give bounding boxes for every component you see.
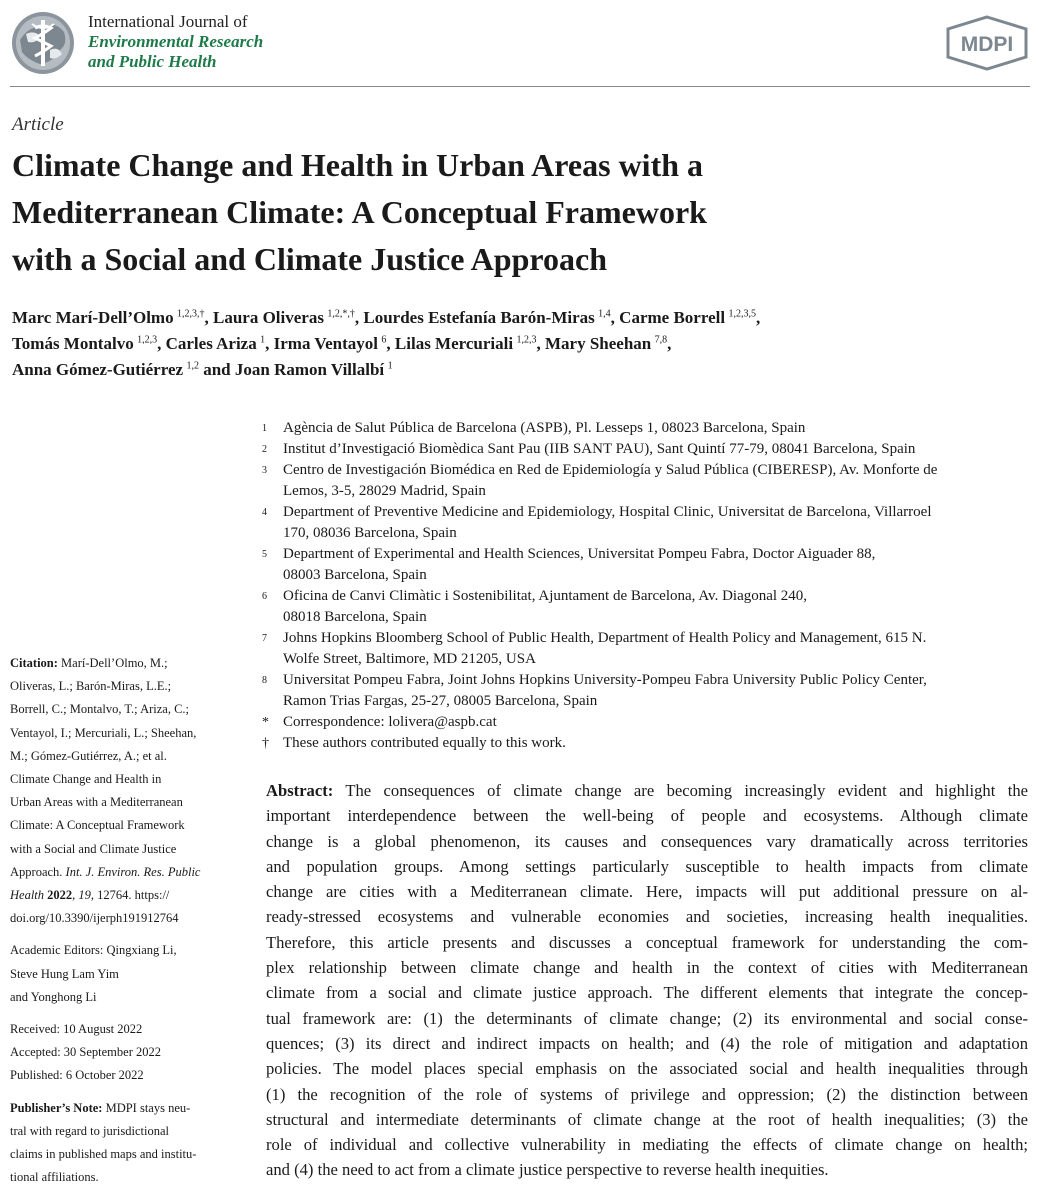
abstract-text: structural and intermediate determinants of climate change at the root of health inequalities; (3) the	[266, 1109, 1028, 1129]
abstract-text: ready-stressed ecosystems and vulnerable economies and societies, increasing health inequalities.	[266, 907, 1028, 927]
author-line	[12, 357, 1022, 383]
abstract-line	[266, 854, 1028, 879]
publisher-note-text: MDPI stays neu-	[102, 1100, 191, 1115]
affiliation-item	[262, 733, 1032, 754]
affiliation-item	[262, 670, 1032, 712]
academic-editors	[10, 939, 238, 1009]
affiliation-item	[262, 418, 1032, 439]
affiliation-marker: 5	[262, 549, 267, 560]
citation-text: Climate Change and Health in	[10, 772, 162, 787]
author-separator: ,	[354, 308, 364, 327]
publisher-note-text: tral with regard to jurisdictional	[10, 1123, 169, 1138]
citation-text: ,	[72, 888, 79, 903]
author-affiliation-marker: 1,2,3	[516, 334, 537, 346]
author-name[interactable]: Lilas Mercuriali	[394, 334, 514, 353]
editors-line: and Yonghong Li	[10, 989, 97, 1004]
abstract-text: (1) the recognition of the role of systems of privilege and oppression; (2) the distinction between	[266, 1084, 1028, 1104]
citation-text: Approach.	[10, 864, 66, 879]
affiliation-text: Johns Hopkins Bloomberg School of Public Health, Department of Health Policy and Management, 615 N.	[283, 630, 927, 646]
author-separator: ,	[157, 334, 166, 353]
author-line	[12, 331, 1022, 357]
abstract-line	[266, 1006, 1028, 1031]
citation-journal: Int. J. Environ. Res. Public	[65, 864, 201, 879]
affiliation-list	[262, 418, 1032, 754]
publisher-note-label: Publisher’s Note:	[10, 1100, 103, 1115]
journal-name-line3: and Public Health	[88, 52, 217, 71]
author-affiliation-marker: 1	[260, 334, 266, 346]
abstract-line	[266, 1132, 1028, 1157]
citation-text: Ventayol, I.; Mercuriali, L.; Sheehan,	[10, 725, 197, 740]
abstract-text: role of individual and collective vulnerability in mediating the effects of climate change on health;	[266, 1135, 1028, 1155]
affiliation-text: 08018 Barcelona, Spain	[283, 609, 427, 625]
author-name[interactable]: Marc Marí-Dell’Olmo	[12, 308, 174, 327]
citation-sidebar	[10, 652, 238, 1189]
author-name[interactable]: Lourdes Estefanía Barón-Miras	[363, 308, 595, 327]
affiliation-marker: 3	[262, 465, 267, 476]
affiliation-marker: 8	[262, 675, 267, 686]
publication-dates	[10, 1018, 238, 1088]
journal-name	[88, 12, 263, 72]
author-affiliation-marker: 1	[387, 360, 393, 372]
author-separator: and	[198, 360, 235, 379]
citation-doi-link[interactable]: doi.org/10.3390/ijerph191912764	[10, 911, 179, 926]
abstract-line	[266, 803, 1028, 828]
affiliation-item	[262, 712, 1032, 733]
author-list	[12, 305, 1022, 383]
author-separator: ,	[265, 334, 274, 353]
affiliation-marker: 1	[262, 423, 267, 434]
citation-text: Borrell, C.; Montalvo, T.; Ariza, C.;	[10, 702, 190, 717]
affiliation-text: Lemos, 3-5, 28029 Madrid, Spain	[283, 483, 486, 499]
citation-text: Oliveras, L.; Barón-Miras, L.E.;	[10, 679, 172, 694]
affiliation-marker: †	[262, 736, 269, 751]
author-separator: ,	[536, 334, 546, 353]
mdpi-hexagon-icon	[944, 14, 1030, 72]
abstract-label: Abstract:	[266, 781, 334, 800]
author-name[interactable]: Mary Sheehan	[545, 334, 652, 353]
abstract-text: and population groups. Among settings particularly susceptible to health impacts from climate	[266, 856, 1028, 876]
title-line: Mediterranean Climate: A Conceptual Framework	[12, 194, 707, 230]
citation-block	[10, 652, 238, 930]
globe-caduceus-icon	[10, 10, 76, 76]
abstract-text: tual framework are: (1) the determinants of climate change; (2) its environmental and social conse-	[266, 1008, 1028, 1028]
abstract-line	[266, 1107, 1028, 1132]
citation-volume: 19	[78, 888, 91, 903]
affiliation-marker: 7	[262, 633, 267, 644]
author-name[interactable]: Carme Borrell	[619, 308, 726, 327]
citation-text: Urban Areas with a Mediterranean	[10, 795, 183, 810]
affiliation-marker: 2	[262, 444, 267, 455]
author-line	[12, 305, 1022, 331]
journal-name-line2: Environmental Research	[88, 32, 264, 51]
editors-line: Steve Hung Lam Yim	[10, 966, 119, 981]
affiliation-text: Department of Preventive Medicine and Epidemiology, Hospital Clinic, Universitat de Barcelona, Villarroel	[283, 504, 932, 520]
abstract-line	[266, 1157, 1028, 1182]
abstract-text: The consequences of climate change are becoming increasingly evident and highlight the	[333, 781, 1028, 800]
affiliation-text: Agència de Salut Pública de Barcelona (ASPB), Pl. Lesseps 1, 08023 Barcelona, Spain	[283, 420, 806, 436]
abstract-text: Therefore, this article presents and discusses a conceptual framework for understanding the com-	[266, 932, 1028, 952]
affiliation-marker: 6	[262, 591, 267, 602]
citation-text: , 12764. https://	[90, 888, 170, 903]
citation-text: Climate: A Conceptual Framework	[10, 818, 185, 833]
abstract-line	[266, 1031, 1028, 1056]
abstract-text: climate from a social and climate justice approach. The different elements that integrate the concep-	[266, 983, 1028, 1003]
affiliation-text[interactable]: Correspondence: lolivera@aspb.cat	[283, 714, 497, 730]
abstract-text: change is a global phenomenon, its causes and consequences vary dramatically across territories	[266, 831, 1028, 851]
affiliation-marker: *	[262, 715, 269, 730]
affiliation-text: 08003 Barcelona, Spain	[283, 567, 427, 583]
author-name[interactable]: Anna Gómez-Gutiérrez	[12, 360, 184, 379]
affiliation-text: Wolfe Street, Baltimore, MD 21205, USA	[283, 651, 536, 667]
author-separator: ,	[667, 334, 672, 353]
author-separator: ,	[755, 308, 761, 327]
affiliation-text: Universitat Pompeu Fabra, Joint Johns Hopkins University-Pompeu Fabra University Public Policy Center,	[283, 672, 927, 688]
mdpi-logo	[944, 14, 1030, 72]
abstract-line	[266, 879, 1028, 904]
abstract-text: and (4) the need to act from a climate justice perspective to reverse health inequities.	[266, 1160, 829, 1180]
editors-line: Academic Editors: Qingxiang Li,	[10, 943, 177, 958]
header-divider	[10, 86, 1030, 87]
title-line: Climate Change and Health in Urban Areas with a	[12, 147, 704, 183]
abstract	[266, 778, 1028, 1183]
author-separator: ,	[610, 308, 620, 327]
affiliation-item	[262, 544, 1032, 586]
affiliation-item	[262, 439, 1032, 460]
author-affiliation-marker: 1,2,3,5	[728, 308, 756, 320]
author-affiliation-marker: 1,2,3,†	[177, 308, 205, 320]
journal-name-line1: International Journal of	[88, 12, 248, 31]
author-affiliation-marker: 1,4	[598, 308, 611, 320]
author-name[interactable]: Joan Ramon Villalbí	[234, 360, 385, 379]
affiliation-text: Centro de Investigación Biomédica en Red de Epidemiología y Salud Pública (CIBERESP), Av. Monforte de	[283, 462, 938, 478]
affiliation-item	[262, 628, 1032, 670]
accepted-date: Accepted: 30 September 2022	[10, 1045, 161, 1060]
affiliation-item	[262, 502, 1032, 544]
abstract-line	[266, 829, 1028, 854]
abstract-line	[266, 1082, 1028, 1107]
author-name[interactable]: Laura Oliveras	[213, 308, 324, 327]
affiliation-text: These authors contributed equally to this work.	[283, 735, 566, 751]
abstract-line	[266, 1056, 1028, 1081]
affiliation-item	[262, 586, 1032, 628]
author-separator: ,	[204, 308, 213, 327]
published-date: Published: 6 October 2022	[10, 1068, 144, 1083]
abstract-text: policies. The model places special emphasis on the associated social and health inequalities through	[266, 1059, 1028, 1079]
affiliation-text: Institut d’Investigació Biomèdica Sant Pau (IIB SANT PAU), Sant Quintí 77-79, 08041 Barcelona, Spain	[283, 441, 916, 457]
citation-journal: Health	[10, 888, 45, 903]
received-date: Received: 10 August 2022	[10, 1022, 143, 1037]
journal-logo	[10, 10, 76, 76]
author-name[interactable]: Irma Ventayol	[273, 334, 378, 353]
mdpi-logo-text: MDPI	[960, 33, 1014, 56]
abstract-text: change are cities with a Mediterranean climate. Here, impacts will put additional pressure on al-	[266, 882, 1028, 902]
publisher-note-text: claims in published maps and institu-	[10, 1147, 197, 1162]
citation-label: Citation:	[10, 656, 58, 670]
affiliation-text: Department of Experimental and Health Sciences, Universitat Pompeu Fabra, Doctor Aiguader 88,	[283, 546, 876, 562]
article-title	[12, 142, 912, 283]
author-name[interactable]: Tomás Montalvo	[12, 334, 134, 353]
article-type: Article	[12, 114, 64, 135]
abstract-line	[266, 980, 1028, 1005]
affiliation-text: Ramon Trias Fargas, 25-27, 08005 Barcelona, Spain	[283, 693, 598, 709]
publisher-note	[10, 1097, 238, 1190]
author-name[interactable]: Carles Ariza	[165, 334, 257, 353]
abstract-line	[266, 904, 1028, 929]
citation-text: Marí-Dell’Olmo, M.;	[57, 656, 168, 670]
author-affiliation-marker: 1,2,*,†	[327, 308, 355, 320]
author-affiliation-marker: 1,2,3	[137, 334, 158, 346]
abstract-text: plex relationship between climate change and health in the context of cities with Mediterranean	[266, 958, 1028, 978]
affiliation-marker: 4	[262, 507, 267, 518]
author-affiliation-marker: 1,2	[186, 360, 199, 372]
citation-text: with a Social and Climate Justice	[10, 841, 177, 856]
author-affiliation-marker: 6	[381, 334, 387, 346]
title-line: with a Social and Climate Justice Approach	[12, 241, 607, 277]
abstract-line	[266, 955, 1028, 980]
abstract-line	[266, 930, 1028, 955]
abstract-line	[266, 778, 1028, 803]
affiliation-text: 170, 08036 Barcelona, Spain	[283, 525, 457, 541]
publisher-note-text: tional affiliations.	[10, 1170, 99, 1185]
author-separator: ,	[386, 334, 395, 353]
abstract-text: quences; (3) its direct and indirect impacts on health; and (4) the role of mitigation and adaptation	[266, 1033, 1028, 1053]
affiliation-item	[262, 460, 1032, 502]
citation-text: M.; Gómez-Gutiérrez, A.; et al.	[10, 748, 167, 763]
citation-year: 2022	[44, 888, 73, 903]
affiliation-text: Oficina de Canvi Climàtic i Sostenibilitat, Ajuntament de Barcelona, Av. Diagonal 240,	[283, 588, 808, 604]
abstract-text: important interdependence between the well-being of people and ecosystems. Although climate	[266, 806, 1028, 826]
author-affiliation-marker: 7,8	[654, 334, 668, 346]
